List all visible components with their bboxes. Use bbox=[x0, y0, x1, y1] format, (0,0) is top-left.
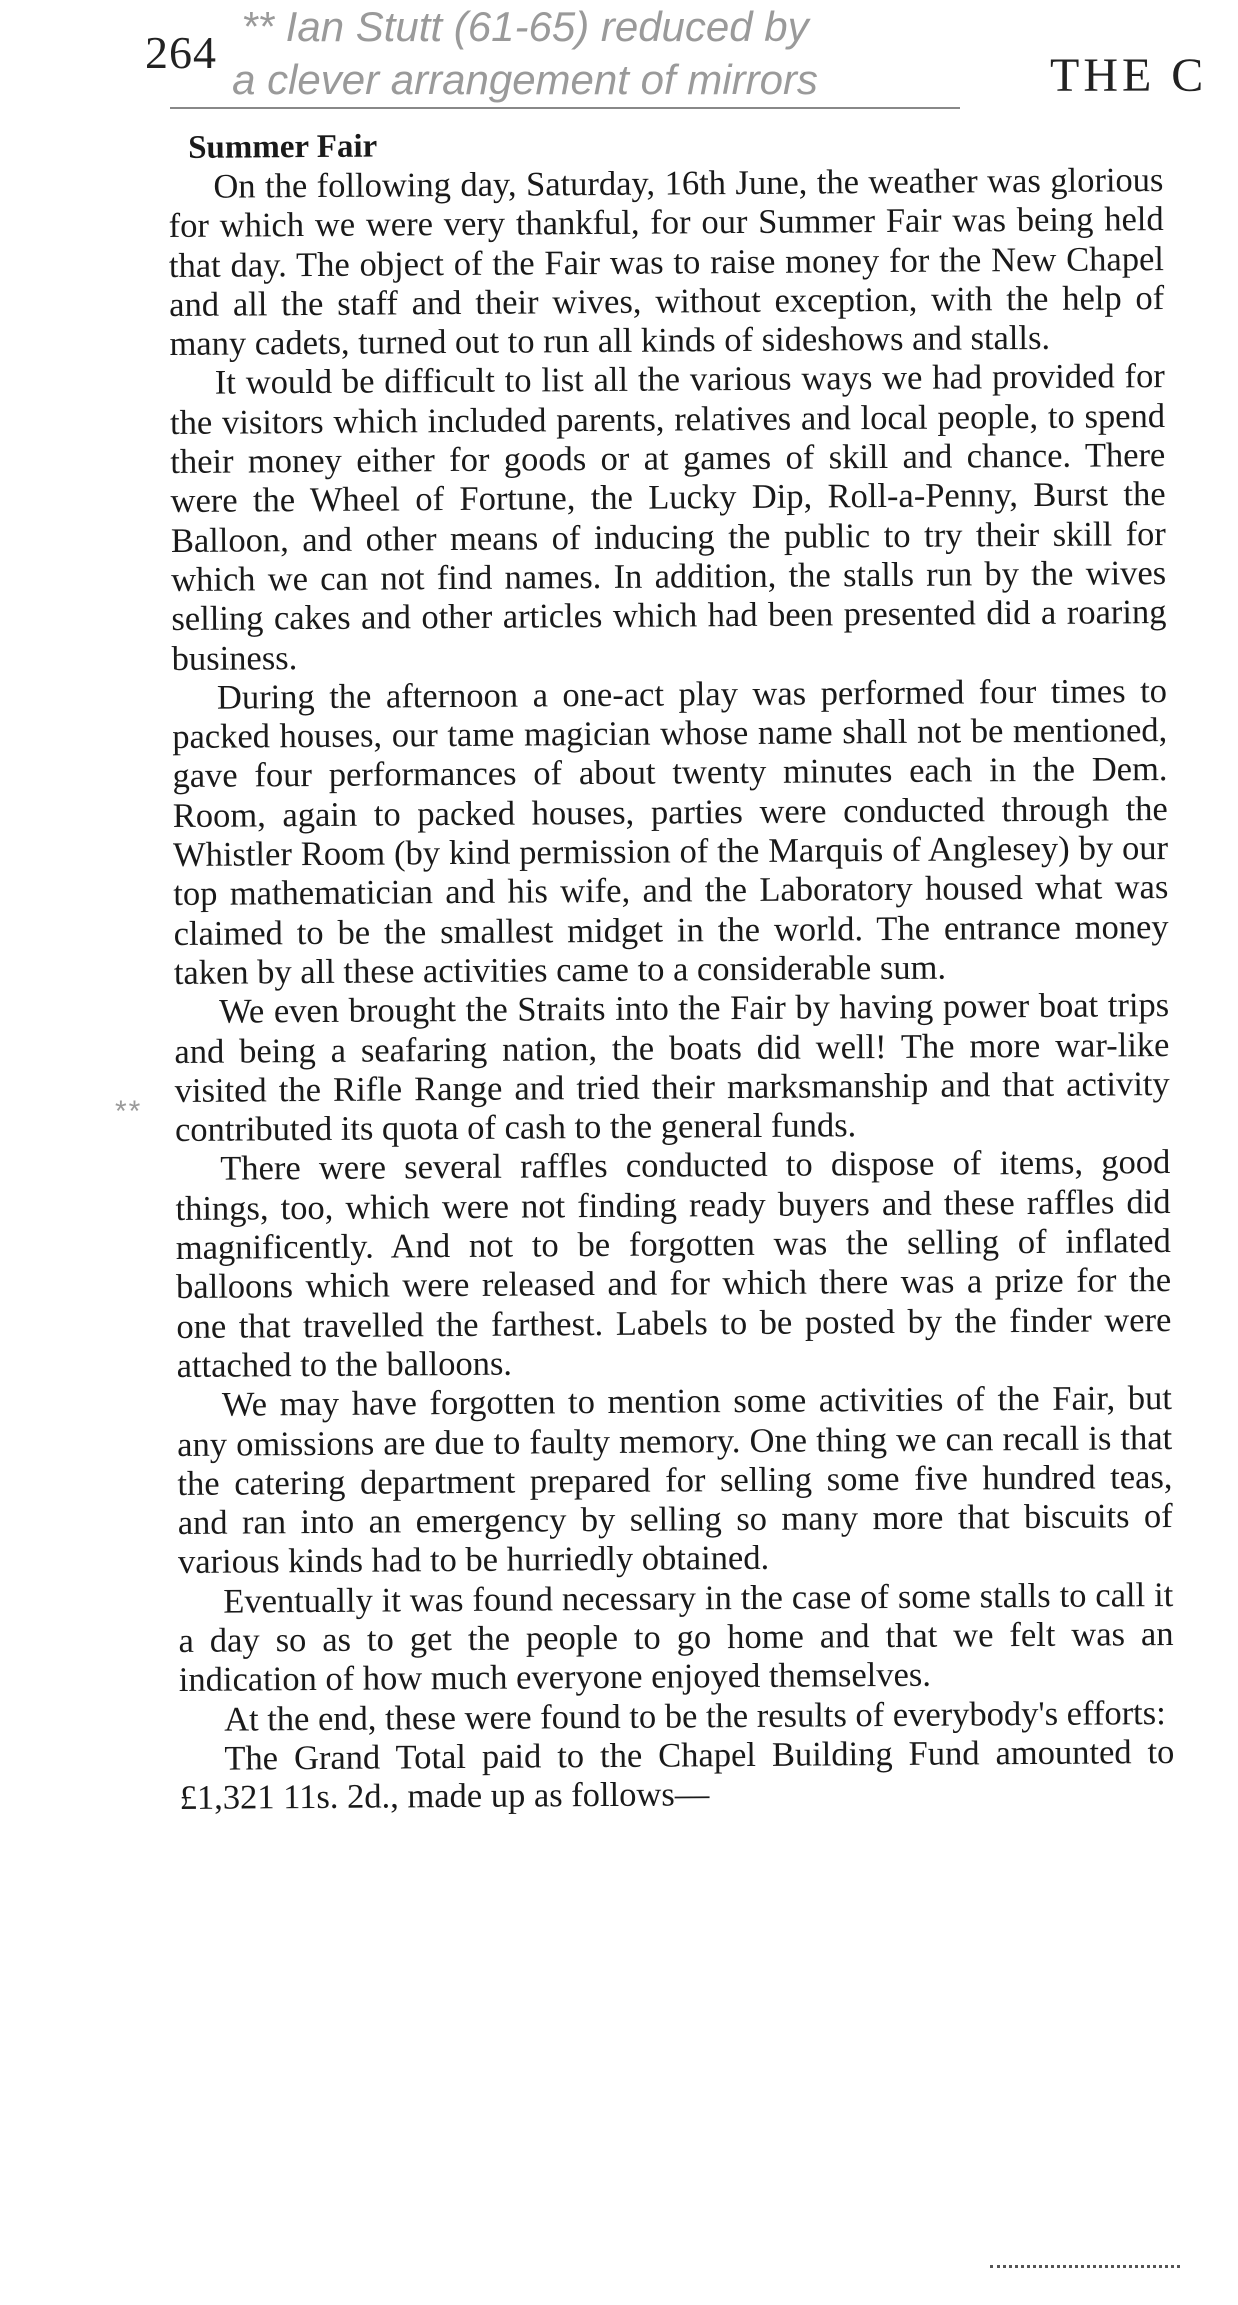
annotation-caption: ** Ian Stutt (61-65) reduced by a clever arrangement of mirrors bbox=[232, 3, 818, 103]
header-rule bbox=[170, 107, 960, 109]
paragraph-1: On the following day, Saturday, 16th June, the weather was glorious for which we were very thankful, for our Summer Fair was being held that day. The object of the Fair was to raise money for the New Chapel and all the staff and their wives, without exception, with the help of many cadets, turned out to run all kinds of sideshows and stalls. bbox=[168, 161, 1165, 364]
section-title: Summer Fair bbox=[188, 128, 378, 166]
article-body bbox=[168, 121, 1175, 1818]
paragraph-5: There were several raffles conducted to dispose of items, good things, too, which were not finding ready buyers and these raffles did magnificently. And not to be forgotten was the selling of inflated balloons which were released and for which there was a prize for the one that travelled the farthest. Labels to be posted by the finder were attached to the balloons. bbox=[175, 1143, 1172, 1385]
paragraph-4: We even brought the Straits into the Fair by having power boat trips and being a seafaring nation, the boats did well! The more war-like visited the Rifle Range and tried their marksmanship and that activity contributed its quota of cash to the general funds. bbox=[174, 986, 1170, 1150]
page-number: 264 bbox=[145, 27, 217, 78]
running-head: THE C bbox=[1050, 49, 1208, 102]
footer-rule bbox=[990, 2265, 1180, 2268]
paragraph-9: The Grand Total paid to the Chapel Building Fund amounted to £1,321 11s. 2d., made up as follows— bbox=[179, 1732, 1175, 1818]
paragraph-6: We may have forgotten to mention some activities of the Fair, but any omissions are due to faulty memory. One thing we can recall is that the catering department prepared for selling some five hundred teas, and ran into an emergency by selling so many more that biscuits of various kinds had to be hurriedly obtained. bbox=[177, 1379, 1173, 1582]
margin-annotation-mark: ** bbox=[115, 1095, 143, 1128]
paragraph-3: During the afternoon a one-act play was performed four times to packed houses, our tame magician whose name shall not be mentioned, gave four performances of about twenty minutes each in the Dem. Room, again to packed houses, parties were conducted through the Whistler Room (by kind permission of the Marquis of Anglesey) by our top mathematician and his wife, and the Laboratory housed what was claimed to be the smallest midget in the world. The entrance money taken by all these activities came to a considerable sum. bbox=[172, 671, 1169, 992]
paragraph-8: At the end, these were found to be the results of everybody's efforts: bbox=[223, 1693, 1166, 1739]
paragraph-7: Eventually it was found necessary in the case of some stalls to call it a day so as to get the people to go home and that we felt was an indication of how much everyone enjoyed themselves. bbox=[178, 1575, 1174, 1700]
paragraph-2: It would be difficult to list all the various ways we had provided for the visitors which included parents, relatives and local people, to spend their money either for goods or at games of skill and chance. There were the Wheel of Fortune, the Lucky Dip, Roll-a-Penny, Burst the Balloon, and other means of inducing the public to try their skill for which we can not find names. In addition, the stalls run by the wives selling cakes and other articles which had been presented did a roaring business. bbox=[169, 357, 1167, 678]
